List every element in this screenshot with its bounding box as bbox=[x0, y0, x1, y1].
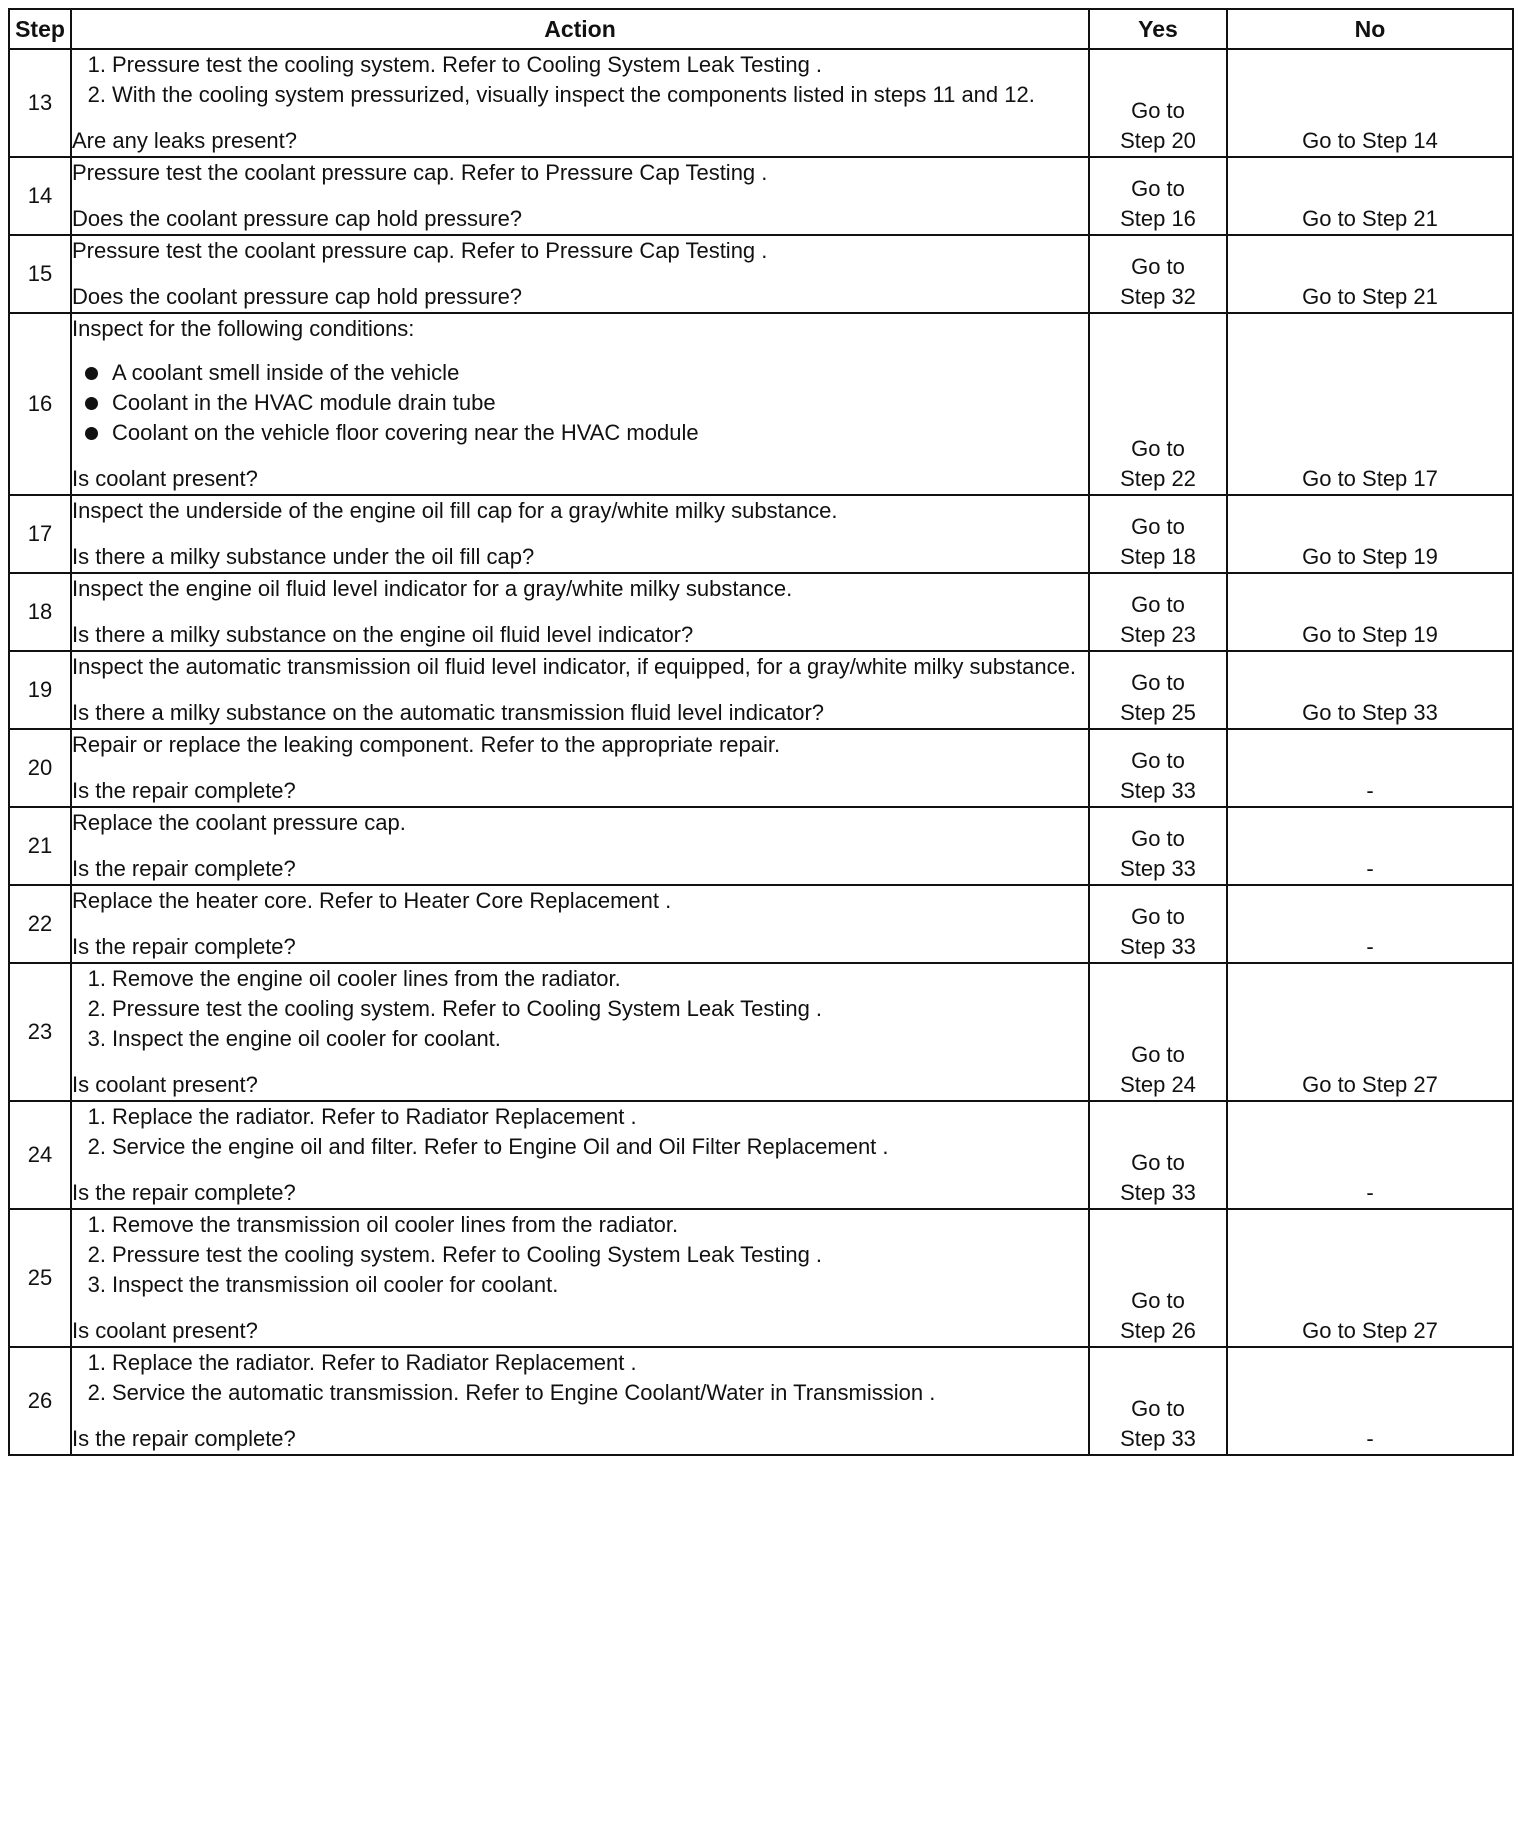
list-item-text: Service the automatic transmission. Refer to Engine Coolant/Water in Transmission . bbox=[112, 1380, 936, 1405]
list-number: 1. bbox=[87, 1350, 106, 1375]
list-number: 3. bbox=[87, 1026, 106, 1051]
bullet-icon bbox=[85, 427, 98, 440]
yes-step-target: Step 33 bbox=[1120, 1180, 1196, 1205]
step-number: 26 bbox=[9, 1347, 71, 1455]
step-number: 24 bbox=[9, 1101, 71, 1209]
no-cell: - bbox=[1227, 885, 1513, 963]
action-intro: Replace the coolant pressure cap. bbox=[72, 810, 406, 835]
bullet-icon bbox=[85, 367, 98, 380]
list-number: 2. bbox=[87, 82, 106, 107]
list-number: 1. bbox=[87, 966, 106, 991]
numbered-list bbox=[72, 50, 1088, 110]
yes-goto-label: Go to bbox=[1131, 1288, 1185, 1313]
header-action: Action bbox=[71, 9, 1089, 49]
header-no: No bbox=[1227, 9, 1513, 49]
yes-step-target: Step 16 bbox=[1120, 206, 1196, 231]
table-row bbox=[9, 651, 1513, 729]
yes-goto-label: Go to bbox=[1131, 176, 1185, 201]
action-intro: Inspect the underside of the engine oil fill cap for a gray/white milky substance. bbox=[72, 498, 838, 523]
yes-step-target: Step 18 bbox=[1120, 544, 1196, 569]
yes-goto-label: Go to bbox=[1131, 670, 1185, 695]
yes-goto-label: Go to bbox=[1131, 1150, 1185, 1175]
list-number: 1. bbox=[87, 1212, 106, 1237]
action-question: Is there a milky substance on the engine oil fluid level indicator? bbox=[72, 622, 694, 647]
table-row bbox=[9, 313, 1513, 495]
action-cell bbox=[71, 1209, 1089, 1347]
no-cell: Go to Step 14 bbox=[1227, 49, 1513, 157]
yes-cell bbox=[1089, 885, 1227, 963]
list-item-text: Service the engine oil and filter. Refer to Engine Oil and Oil Filter Replacement . bbox=[112, 1134, 889, 1159]
yes-cell bbox=[1089, 1209, 1227, 1347]
list-item bbox=[87, 1132, 1088, 1162]
yes-cell bbox=[1089, 573, 1227, 651]
list-item bbox=[87, 1270, 1088, 1300]
list-number: 3. bbox=[87, 1272, 106, 1297]
table-row bbox=[9, 729, 1513, 807]
action-cell bbox=[71, 157, 1089, 235]
yes-step-target: Step 24 bbox=[1120, 1072, 1196, 1097]
list-item-text: Pressure test the cooling system. Refer to Cooling System Leak Testing . bbox=[112, 1242, 823, 1267]
table-row bbox=[9, 1101, 1513, 1209]
action-question: Is there a milky substance on the automatic transmission fluid level indicator? bbox=[72, 700, 825, 725]
header-yes: Yes bbox=[1089, 9, 1227, 49]
table-row bbox=[9, 885, 1513, 963]
numbered-list bbox=[72, 1348, 1088, 1408]
list-item-text: Remove the transmission oil cooler lines from the radiator. bbox=[112, 1212, 679, 1237]
action-cell bbox=[71, 495, 1089, 573]
yes-step-target: Step 33 bbox=[1120, 856, 1196, 881]
yes-cell bbox=[1089, 807, 1227, 885]
step-number: 23 bbox=[9, 963, 71, 1101]
yes-cell bbox=[1089, 495, 1227, 573]
yes-goto-label: Go to bbox=[1131, 436, 1185, 461]
no-cell: - bbox=[1227, 729, 1513, 807]
step-number: 13 bbox=[9, 49, 71, 157]
yes-step-target: Step 32 bbox=[1120, 284, 1196, 309]
yes-step-target: Step 33 bbox=[1120, 1426, 1196, 1451]
spacer bbox=[72, 1408, 1088, 1424]
yes-goto-label: Go to bbox=[1131, 592, 1185, 617]
list-number: 2. bbox=[87, 1380, 106, 1405]
step-number: 17 bbox=[9, 495, 71, 573]
numbered-list bbox=[72, 964, 1088, 1054]
list-item bbox=[87, 1348, 1088, 1378]
step-number: 22 bbox=[9, 885, 71, 963]
spacer bbox=[72, 1300, 1088, 1316]
no-cell: Go to Step 33 bbox=[1227, 651, 1513, 729]
list-item bbox=[87, 1240, 1088, 1270]
step-number: 21 bbox=[9, 807, 71, 885]
no-cell: Go to Step 19 bbox=[1227, 495, 1513, 573]
no-cell: - bbox=[1227, 807, 1513, 885]
header-step: Step bbox=[9, 9, 71, 49]
yes-step-target: Step 25 bbox=[1120, 700, 1196, 725]
numbered-list bbox=[72, 1102, 1088, 1162]
diagnostic-table bbox=[8, 8, 1514, 1456]
list-item bbox=[87, 1024, 1088, 1054]
list-item bbox=[112, 358, 1088, 388]
table-row bbox=[9, 49, 1513, 157]
action-question: Is the repair complete? bbox=[72, 778, 296, 803]
spacer bbox=[72, 188, 1088, 204]
yes-cell bbox=[1089, 49, 1227, 157]
list-number: 1. bbox=[87, 52, 106, 77]
no-cell: Go to Step 17 bbox=[1227, 313, 1513, 495]
spacer bbox=[72, 1162, 1088, 1178]
yes-goto-label: Go to bbox=[1131, 1042, 1185, 1067]
action-question: Is the repair complete? bbox=[72, 856, 296, 881]
action-cell bbox=[71, 963, 1089, 1101]
spacer bbox=[72, 760, 1088, 776]
action-cell bbox=[71, 573, 1089, 651]
bullet-icon bbox=[85, 397, 98, 410]
action-question: Does the coolant pressure cap hold pressure? bbox=[72, 284, 523, 309]
action-question: Is coolant present? bbox=[72, 466, 258, 491]
list-number: 2. bbox=[87, 996, 106, 1021]
step-number: 20 bbox=[9, 729, 71, 807]
spacer bbox=[72, 1054, 1088, 1070]
table-row bbox=[9, 157, 1513, 235]
table-row bbox=[9, 963, 1513, 1101]
action-intro: Pressure test the coolant pressure cap. Refer to Pressure Cap Testing . bbox=[72, 238, 768, 263]
action-cell bbox=[71, 313, 1089, 495]
action-question: Does the coolant pressure cap hold pressure? bbox=[72, 206, 523, 231]
yes-step-target: Step 33 bbox=[1120, 778, 1196, 803]
list-item-text: Pressure test the cooling system. Refer to Cooling System Leak Testing . bbox=[112, 52, 823, 77]
list-item bbox=[112, 418, 1088, 448]
list-item bbox=[112, 388, 1088, 418]
spacer bbox=[72, 110, 1088, 126]
no-cell: Go to Step 19 bbox=[1227, 573, 1513, 651]
table-row bbox=[9, 573, 1513, 651]
list-item bbox=[87, 1378, 1088, 1408]
yes-goto-label: Go to bbox=[1131, 514, 1185, 539]
action-intro: Inspect for the following conditions: bbox=[72, 316, 415, 341]
step-number: 14 bbox=[9, 157, 71, 235]
no-cell: - bbox=[1227, 1347, 1513, 1455]
list-item-text: Inspect the engine oil cooler for coolant. bbox=[112, 1026, 501, 1051]
list-number: 1. bbox=[87, 1104, 106, 1129]
yes-goto-label: Go to bbox=[1131, 826, 1185, 851]
yes-step-target: Step 22 bbox=[1120, 466, 1196, 491]
yes-step-target: Step 33 bbox=[1120, 934, 1196, 959]
action-intro: Repair or replace the leaking component. Refer to the appropriate repair. bbox=[72, 732, 781, 757]
no-cell: Go to Step 21 bbox=[1227, 235, 1513, 313]
action-cell bbox=[71, 807, 1089, 885]
list-item-text: Coolant in the HVAC module drain tube bbox=[112, 390, 496, 415]
yes-step-target: Step 23 bbox=[1120, 622, 1196, 647]
yes-goto-label: Go to bbox=[1131, 904, 1185, 929]
table-body bbox=[9, 49, 1513, 1455]
action-cell bbox=[71, 235, 1089, 313]
list-item-text: Pressure test the cooling system. Refer to Cooling System Leak Testing . bbox=[112, 996, 823, 1021]
numbered-list bbox=[72, 1210, 1088, 1300]
list-item-text: Remove the engine oil cooler lines from the radiator. bbox=[112, 966, 621, 991]
action-cell bbox=[71, 49, 1089, 157]
action-question: Is the repair complete? bbox=[72, 1426, 296, 1451]
list-item-text: Replace the radiator. Refer to Radiator Replacement . bbox=[112, 1350, 637, 1375]
action-intro: Pressure test the coolant pressure cap. Refer to Pressure Cap Testing . bbox=[72, 160, 768, 185]
list-number: 2. bbox=[87, 1134, 106, 1159]
action-question: Is the repair complete? bbox=[72, 1180, 296, 1205]
action-question: Is the repair complete? bbox=[72, 934, 296, 959]
action-cell bbox=[71, 1101, 1089, 1209]
yes-cell bbox=[1089, 235, 1227, 313]
list-number: 2. bbox=[87, 1242, 106, 1267]
step-number: 19 bbox=[9, 651, 71, 729]
yes-step-target: Step 26 bbox=[1120, 1318, 1196, 1343]
step-number: 16 bbox=[9, 313, 71, 495]
spacer bbox=[72, 526, 1088, 542]
yes-goto-label: Go to bbox=[1131, 1396, 1185, 1421]
list-item-text: A coolant smell inside of the vehicle bbox=[112, 360, 460, 385]
spacer bbox=[72, 266, 1088, 282]
step-number: 15 bbox=[9, 235, 71, 313]
no-cell: Go to Step 27 bbox=[1227, 1209, 1513, 1347]
table-row bbox=[9, 1209, 1513, 1347]
list-item bbox=[87, 964, 1088, 994]
no-cell: Go to Step 27 bbox=[1227, 963, 1513, 1101]
action-cell bbox=[71, 1347, 1089, 1455]
list-item bbox=[87, 50, 1088, 80]
list-item-text: Replace the radiator. Refer to Radiator Replacement . bbox=[112, 1104, 637, 1129]
step-number: 25 bbox=[9, 1209, 71, 1347]
action-intro: Replace the heater core. Refer to Heater Core Replacement . bbox=[72, 888, 672, 913]
table-row bbox=[9, 807, 1513, 885]
no-cell: - bbox=[1227, 1101, 1513, 1209]
spacer bbox=[72, 448, 1088, 464]
table-row bbox=[9, 1347, 1513, 1455]
action-question: Is coolant present? bbox=[72, 1318, 258, 1343]
yes-cell bbox=[1089, 729, 1227, 807]
yes-cell bbox=[1089, 963, 1227, 1101]
yes-cell bbox=[1089, 313, 1227, 495]
list-item-text: Coolant on the vehicle floor covering near the HVAC module bbox=[112, 420, 699, 445]
spacer bbox=[72, 604, 1088, 620]
list-item-text: With the cooling system pressurized, visually inspect the components listed in steps 11 and 12. bbox=[112, 82, 1035, 107]
action-cell bbox=[71, 651, 1089, 729]
header-row bbox=[9, 9, 1513, 49]
yes-cell bbox=[1089, 1101, 1227, 1209]
action-question: Is there a milky substance under the oil fill cap? bbox=[72, 544, 535, 569]
action-question: Is coolant present? bbox=[72, 1072, 258, 1097]
action-cell bbox=[71, 885, 1089, 963]
yes-goto-label: Go to bbox=[1131, 748, 1185, 773]
action-intro: Inspect the automatic transmission oil fluid level indicator, if equipped, for a gray/white milky substance. bbox=[72, 654, 1076, 679]
spacer bbox=[72, 682, 1088, 698]
yes-goto-label: Go to bbox=[1131, 254, 1185, 279]
yes-step-target: Step 20 bbox=[1120, 128, 1196, 153]
action-intro: Inspect the engine oil fluid level indicator for a gray/white milky substance. bbox=[72, 576, 793, 601]
action-cell bbox=[71, 729, 1089, 807]
list-item-text: Inspect the transmission oil cooler for coolant. bbox=[112, 1272, 559, 1297]
table-row bbox=[9, 495, 1513, 573]
step-number: 18 bbox=[9, 573, 71, 651]
list-item bbox=[87, 994, 1088, 1024]
bullet-list bbox=[72, 358, 1088, 448]
list-item bbox=[87, 1102, 1088, 1132]
action-question: Are any leaks present? bbox=[72, 128, 298, 153]
spacer bbox=[72, 916, 1088, 932]
list-item bbox=[87, 80, 1088, 110]
table-row bbox=[9, 235, 1513, 313]
list-item bbox=[87, 1210, 1088, 1240]
spacer bbox=[72, 838, 1088, 854]
yes-cell bbox=[1089, 651, 1227, 729]
yes-cell bbox=[1089, 157, 1227, 235]
yes-cell bbox=[1089, 1347, 1227, 1455]
no-cell: Go to Step 21 bbox=[1227, 157, 1513, 235]
yes-goto-label: Go to bbox=[1131, 98, 1185, 123]
